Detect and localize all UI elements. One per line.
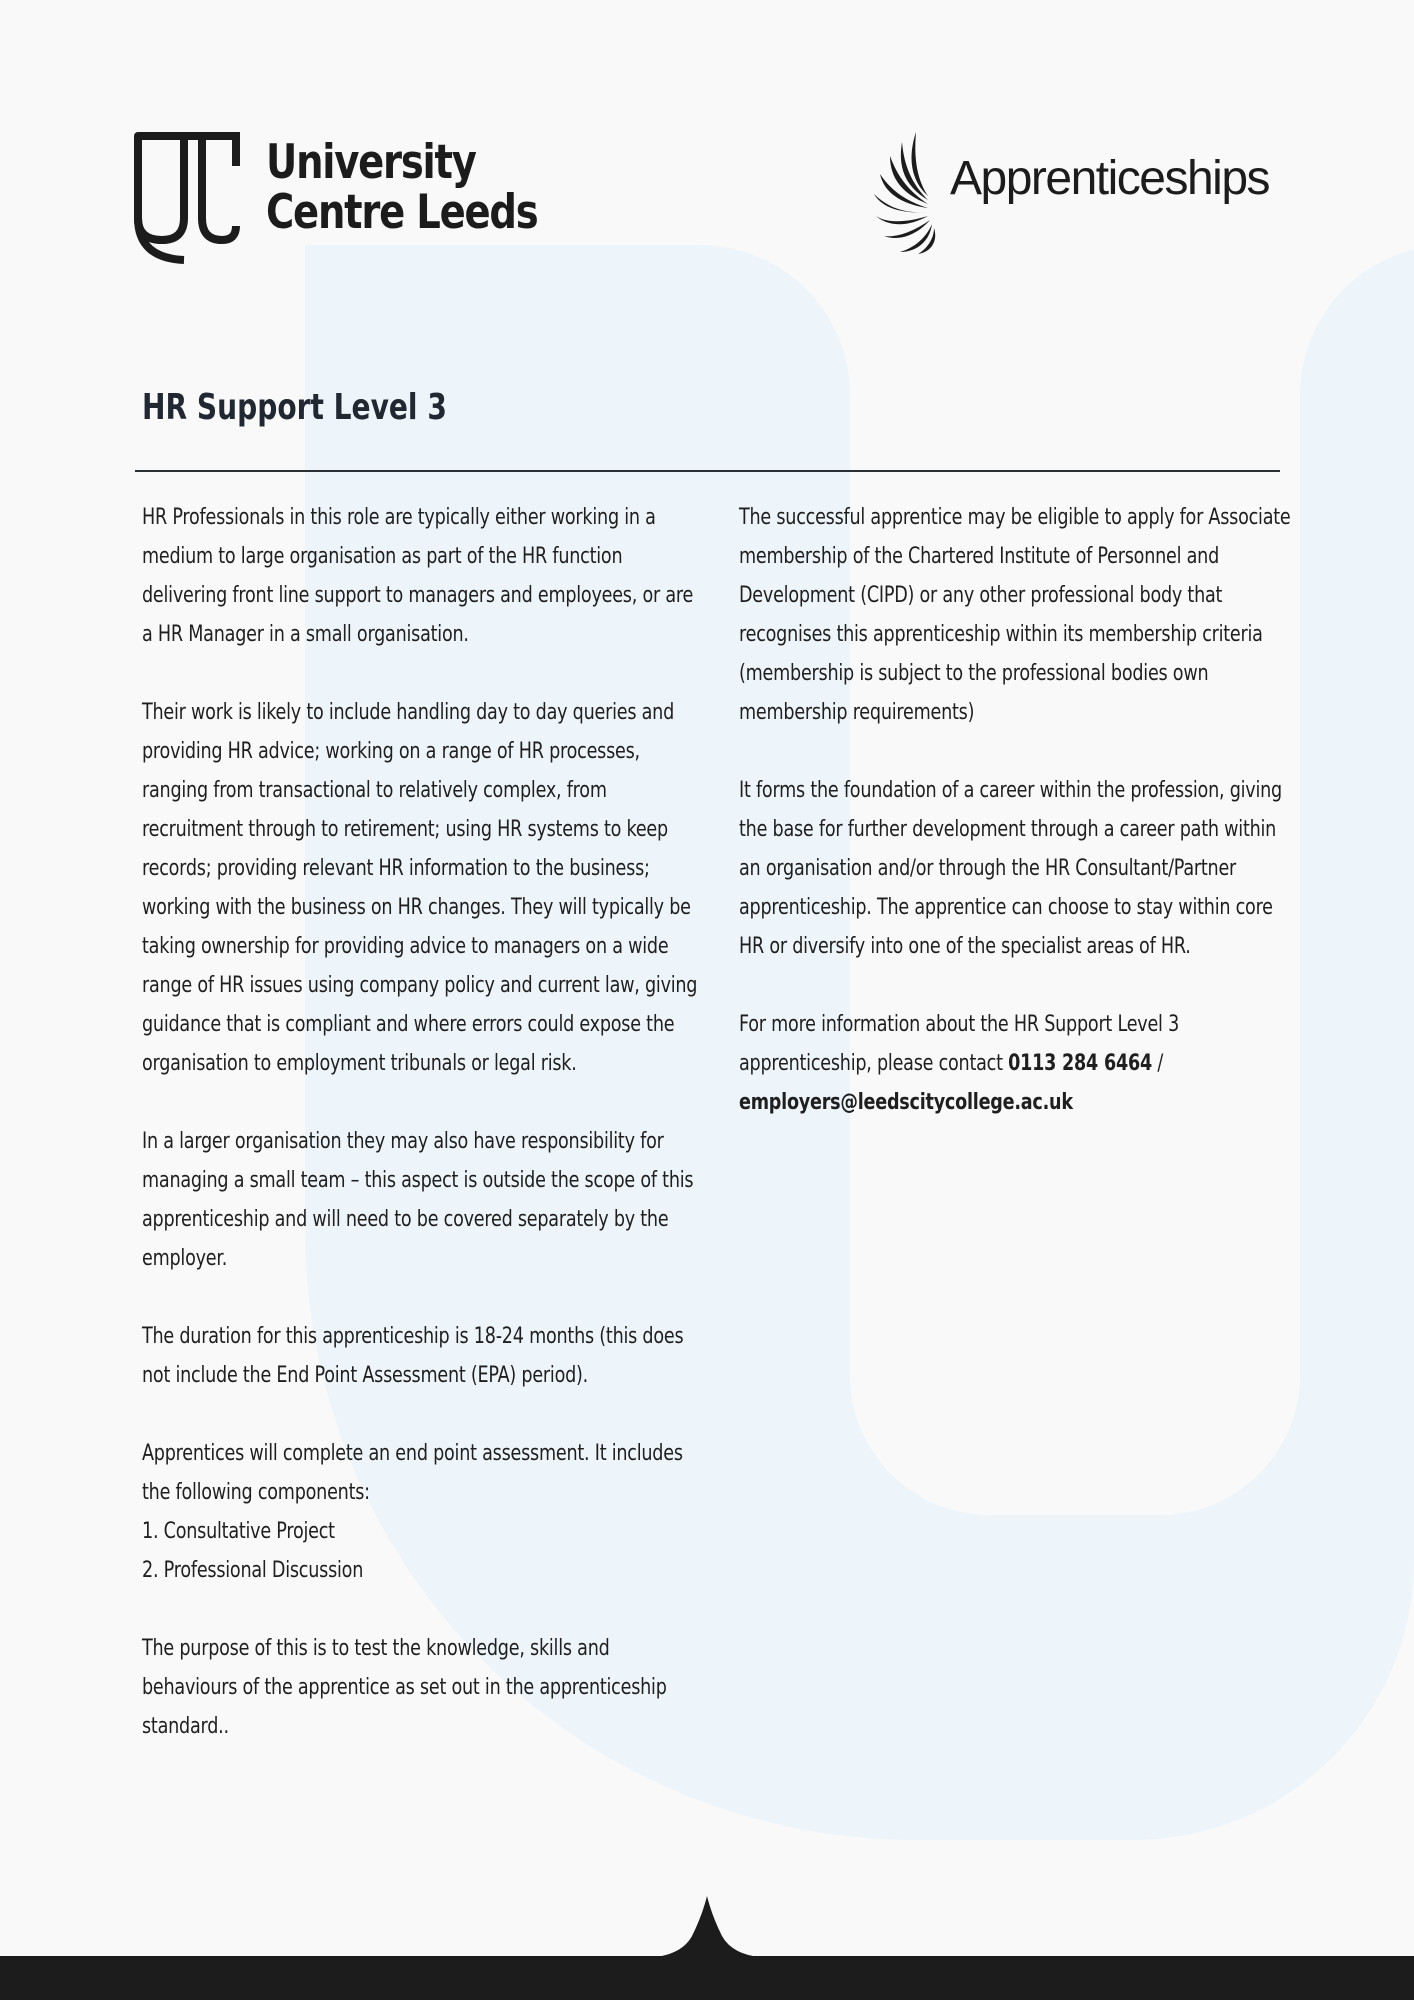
contact-phone: 0113 284 6464 [1008, 1051, 1152, 1076]
career-paragraph: It forms the foundation of a career within the profession, giving the base for further development through a career path within an organisation and/or through the HR Consultant/Partner apprenticeship. The apprentice can choose to stay within core HR or diversify into one of the specialist areas of HR. [739, 778, 1282, 959]
footer-notch [640, 1896, 774, 1958]
list-item: 2. Professional Discussion [142, 1558, 364, 1583]
ucl-logo-line2: Centre Leeds [266, 185, 538, 240]
contact-paragraph [739, 1005, 1299, 1122]
purpose-paragraph: The purpose of this is to test the knowledge, skills and behaviours of the apprentice as set out in the apprenticeship standard.. [142, 1636, 667, 1739]
contact-email: employers@leedscitycollege.ac.uk [739, 1090, 1073, 1115]
membership-paragraph: The successful apprentice may be eligible to apply for Associate membership of the Chartered Institute of Personnel and Development (CIPD) or any other professional body that recognises this apprenticeship within its membership criteria (membership is subject to the professional bodies own membership requirements) [739, 505, 1291, 725]
ucl-shield-icon [134, 132, 240, 264]
left-column [142, 498, 842, 1785]
team-management-paragraph: In a larger organisation they may also have responsibility for managing a small team – this aspect is outside the scope of this apprenticeship and will need to be covered separately by the employer. [142, 1129, 694, 1271]
university-centre-leeds-logo [134, 132, 597, 264]
contact-text: For more information about the HR Support Level 3 apprenticeship, please contact [739, 1012, 1180, 1076]
assessment-paragraph: Apprentices will complete an end point assessment. It includes the following components: [142, 1441, 683, 1505]
apprenticeships-logo [872, 130, 1269, 256]
ucl-logo-text [266, 135, 538, 240]
list-item: 1. Consultative Project [142, 1519, 335, 1544]
footer-bar [0, 1956, 1414, 2000]
contact-separator: / [1151, 1051, 1164, 1076]
right-column [739, 498, 1414, 1161]
work-description-paragraph: Their work is likely to include handling day to day queries and providing HR advice; working on a range of HR processes, ranging from transactional to relatively complex, from recruitment through to retirement; using HR systems to keep records; providing relevant HR information to the business; working with the business on HR changes. They will typically be taking ownership for providing advice to managers on a wide range of HR issues using company policy and current law, giving guidance that is compliant and where errors could expose the organisation to employment tribunals or legal risk. [142, 700, 698, 1076]
page-title: HR Support Level 3 [142, 387, 447, 428]
ucl-logo-line1: University [266, 135, 476, 190]
title-divider [135, 470, 1280, 472]
apprenticeships-logo-text: Apprenticeships [950, 151, 1270, 205]
duration-paragraph: The duration for this apprenticeship is 18-24 months (this does not include the End Point Assessment (EPA) period). [142, 1324, 684, 1388]
intro-paragraph: HR Professionals in this role are typically either working in a medium to large organisation as part of the HR function delivering front line support to managers and employees, or are a HR Manager in a small organisation. [142, 505, 694, 647]
apprenticeships-wing-icon [872, 130, 944, 256]
assessment-components-list [142, 1512, 702, 1590]
